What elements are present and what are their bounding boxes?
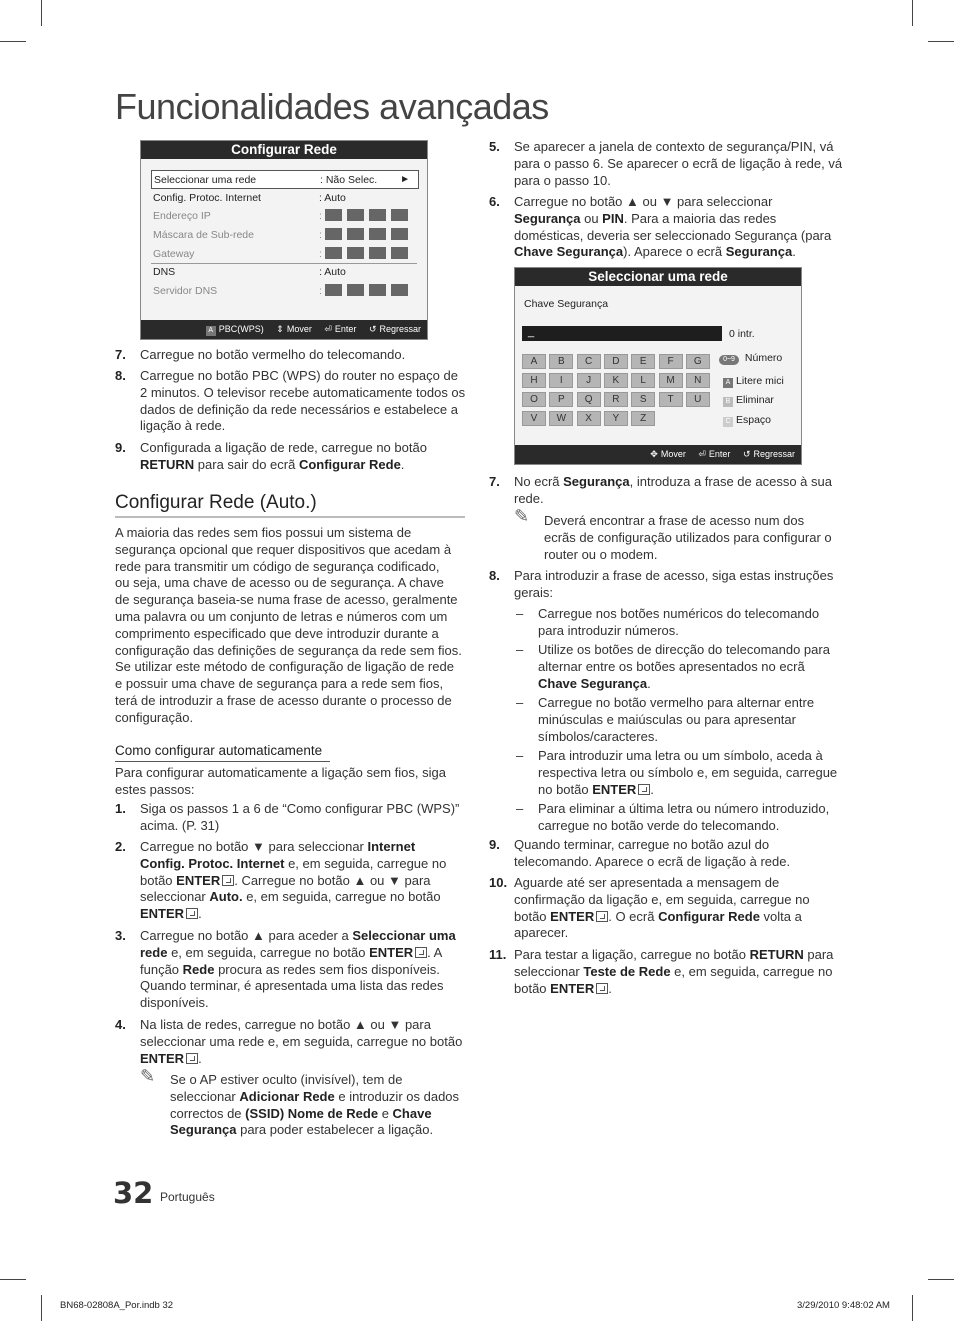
- step-text: No ecrã Segurança, introduza a frase de acesso à sua rede.: [514, 474, 832, 506]
- seleccionar-rede-screen: [514, 267, 802, 465]
- step-text: Na lista de redes, carregue no botão ▲ ou ▼ para seleccionar uma rede e, em seguida, carregue no botão ENTER .: [140, 1017, 463, 1066]
- passphrase-input[interactable]: _: [522, 326, 722, 341]
- step-text: Carregue no botão ▲ ou ▼ para seleccionar Segurança ou PIN. Para a maioria das redes domésticas, deveria ser seleccionado Segurança (para Chave Segurança). Aparece o ecrã Segurança.: [514, 194, 832, 260]
- key-w[interactable]: W: [549, 411, 573, 426]
- screen-footer: [515, 445, 801, 464]
- crop-mark: [912, 0, 913, 26]
- heading-rule: [115, 516, 465, 518]
- step-text: Para testar a ligação, carregue no botão RETURN para seleccionar Teste de Rede e, em seguida, carregue no botão ENTER .: [514, 947, 834, 996]
- row-label: Endereço IP: [153, 210, 211, 222]
- row-value: : Auto: [319, 266, 346, 278]
- page-title: Funcionalidades avançadas: [115, 86, 549, 127]
- bullet-dash: –: [516, 748, 524, 763]
- field-label: Chave Segurança: [524, 298, 609, 310]
- enter-icon: ⏎: [324, 324, 332, 334]
- key-j[interactable]: J: [577, 373, 601, 388]
- enter-key-icon: [186, 1053, 198, 1064]
- bullet-dash: –: [516, 642, 524, 657]
- enter-key-icon: [596, 911, 608, 922]
- key-s[interactable]: S: [631, 392, 655, 407]
- crop-mark: [928, 41, 954, 42]
- step-number: 3.: [115, 928, 126, 943]
- key-t[interactable]: T: [659, 392, 683, 407]
- back-label: Regressar: [753, 449, 795, 459]
- menu-row: [151, 226, 417, 244]
- file-info: BN68-02808A_Por.indb 32: [60, 1300, 174, 1311]
- menu-row: [151, 207, 417, 225]
- move-icon: ⇕: [276, 324, 284, 334]
- bullet-text: Utilize os botões de direcção do telecomando para alternar entre os botões apresentados no ecrã Chave Segurança.: [538, 642, 830, 691]
- intro-paragraph: A maioria das redes sem fios possui um sistema de segurança opcional que requer dispositivos que acedam à rede para transmitir um código de segurança codificado, ou seja, uma chave de acesso ou de segurança. A chave de segurança baseia-se numa frase de acesso, geralmente uma palavra ou um conjunto de letras e números com um comprimento especificado que deve introduzir durante a configuração das definições de segurança da rede sem fios. Se utilizar este método de configuração de ligação de rede e possuir uma chave de segurança para a rede sem fios, terá de introduzir a frase de acesso durante o processo de configuração.: [115, 525, 462, 725]
- key-y[interactable]: Y: [604, 411, 628, 426]
- green-button-icon: B: [723, 397, 733, 407]
- enter-icon: ⏎: [698, 449, 706, 459]
- crop-mark: [0, 1279, 26, 1280]
- row-label: Seleccionar uma rede: [154, 174, 257, 186]
- key-v[interactable]: V: [522, 411, 546, 426]
- legend-space: C Espaço: [723, 414, 771, 427]
- key-k[interactable]: K: [604, 373, 628, 388]
- step-number: 9.: [115, 440, 126, 455]
- key-o[interactable]: O: [522, 392, 546, 407]
- step-number: 6.: [489, 194, 500, 209]
- step-number: 1.: [115, 801, 126, 816]
- menu-row[interactable]: [151, 263, 417, 281]
- menu-row[interactable]: [151, 170, 419, 189]
- step-number: 4.: [115, 1017, 126, 1032]
- key-u[interactable]: U: [686, 392, 710, 407]
- step-number: 7.: [115, 347, 126, 362]
- key-x[interactable]: X: [577, 411, 601, 426]
- key-g[interactable]: G: [686, 354, 710, 369]
- crop-mark: [41, 1295, 42, 1321]
- language-label: Português: [160, 1190, 215, 1204]
- step-text: Aguarde até ser apresentada a mensagem de confirmação da ligação e, em seguida, carregue no botão ENTER . O ecrã Configurar Rede volta a aparecer.: [514, 875, 810, 941]
- return-icon: ↺: [368, 324, 377, 334]
- section-heading: Configurar Rede (Auto.): [115, 492, 317, 513]
- row-label: Config. Protoc. Internet: [153, 192, 261, 204]
- step-number: 7.: [489, 474, 500, 489]
- bullet-dash: –: [516, 695, 524, 710]
- bullet-text: Para introduzir uma letra ou um símbolo, aceda à respectiva letra ou símbolo e, em seguida, carregue no botão ENTER .: [538, 748, 838, 797]
- key-r[interactable]: R: [604, 392, 628, 407]
- step-number: 9.: [489, 837, 500, 852]
- key-q[interactable]: Q: [577, 392, 601, 407]
- key-p[interactable]: P: [549, 392, 573, 407]
- subheading: Como configurar automaticamente: [115, 743, 323, 758]
- row-value: :: [319, 207, 413, 225]
- red-button-icon: A: [723, 378, 733, 388]
- key-i[interactable]: I: [549, 373, 573, 388]
- sub-intro: Para configurar automaticamente a ligação sem fios, siga estes passos:: [115, 765, 446, 797]
- bullet-text: Carregue nos botões numéricos do telecomando para introduzir números.: [538, 606, 820, 638]
- back-label: Regressar: [379, 324, 421, 334]
- step-text: Se aparecer a janela de contexto de segurança/PIN, vá para o passo 6. Se aparecer o ecrã de ligação à rede, vá para o passo 10.: [514, 139, 843, 188]
- enter-key-icon: [596, 983, 608, 994]
- step-text: Configurada a ligação de rede, carregue no botão RETURN para sair do ecrã Configurar Rede.: [140, 440, 427, 472]
- screen-title: Seleccionar uma rede: [515, 268, 801, 286]
- bullet-text: Para eliminar a última letra ou número introduzido, carregue no botão verde do telecomando.: [538, 801, 830, 833]
- key-l[interactable]: L: [631, 373, 655, 388]
- step-number: 8.: [115, 368, 126, 383]
- step-text: Carregue no botão PBC (WPS) do router no espaço de 2 minutos. O televisor recebe automaticamente todos os dados de definição da rede necessários e estabelece a ligação à rede.: [140, 368, 466, 434]
- menu-row: [151, 282, 417, 300]
- key-b[interactable]: B: [549, 354, 573, 369]
- enter-label: Enter: [334, 324, 357, 334]
- bullet-dash: –: [516, 801, 524, 816]
- step-number: 2.: [115, 839, 126, 854]
- note-text: Deverá encontrar a frase de acesso num dos ecrãs de configuração utilizados para configurar o router ou o modem.: [544, 513, 832, 562]
- subheading-rule: [115, 761, 330, 762]
- key-h[interactable]: H: [522, 373, 546, 388]
- key-d[interactable]: D: [604, 354, 628, 369]
- row-label: Gateway: [153, 248, 195, 260]
- key-z[interactable]: Z: [631, 411, 655, 426]
- step-number: 10.: [489, 875, 508, 890]
- legend-delete: B Eliminar: [723, 394, 774, 407]
- legend-number: 0~9 Número: [719, 352, 782, 365]
- crop-mark: [41, 0, 42, 26]
- step-text: Carregue no botão ▼ para seleccionar Internet Config. Protoc. Internet e, em seguida, carregue no botão ENTER . Carregue no botão ▲ ou ▼ para seleccionar Auto. e, em seguida, carregue no botão ENTER .: [140, 839, 447, 922]
- key-a[interactable]: A: [522, 354, 546, 369]
- page-number: 32: [113, 1176, 154, 1210]
- pencil-note-icon: ✎: [140, 1066, 156, 1086]
- key-n[interactable]: N: [686, 373, 710, 388]
- step-text: Siga os passos 1 a 6 de “Como configurar PBC (WPS)” acima. (P. 31): [140, 801, 460, 833]
- row-value: : Auto: [319, 192, 346, 204]
- arrow-right-icon: ►: [400, 174, 410, 185]
- key-f[interactable]: F: [659, 354, 683, 369]
- configurar-rede-screen: [140, 140, 428, 340]
- enter-key-icon: [222, 875, 234, 886]
- row-label: DNS: [153, 266, 176, 278]
- move-icon: ✥: [650, 449, 658, 459]
- date-info: 3/29/2010 9:48:02 AM: [797, 1300, 890, 1311]
- step-text: Carregue no botão ▲ para aceder a Seleccionar uma rede e, em seguida, carregue no botão ENTER . A função Rede procura as redes sem fios disponíveis. Quando terminar, é apresentada uma lista das redes disponíveis.: [140, 928, 456, 1011]
- step-number: 11.: [489, 947, 507, 962]
- return-icon: ↺: [742, 449, 751, 459]
- red-button-icon: A: [206, 326, 216, 336]
- char-count: 0 intr.: [729, 328, 755, 340]
- crop-mark: [928, 1279, 954, 1280]
- move-label: Mover: [660, 449, 686, 459]
- enter-key-icon: [638, 784, 650, 795]
- crop-mark: [912, 1295, 913, 1321]
- move-label: Mover: [286, 324, 312, 334]
- row-value: :: [319, 282, 413, 300]
- step-number: 8.: [489, 568, 500, 583]
- step-text: Quando terminar, carregue no botão azul do telecomando. Aparece o ecrã de ligação à rede.: [514, 837, 791, 869]
- enter-label: Enter: [708, 449, 731, 459]
- pencil-note-icon: ✎: [514, 506, 530, 526]
- pbc-label: PBC(WPS): [218, 324, 264, 334]
- step-number: 5.: [489, 139, 500, 154]
- enter-key-icon: [415, 947, 427, 958]
- crop-mark: [0, 41, 26, 42]
- key-c[interactable]: C: [577, 354, 601, 369]
- row-value: :: [319, 245, 413, 263]
- row-label: Servidor DNS: [153, 285, 218, 297]
- key-e[interactable]: E: [631, 354, 655, 369]
- step-text: Para introduzir a frase de acesso, siga estas instruções gerais:: [514, 568, 834, 600]
- step-text: Carregue no botão vermelho do telecomando.: [140, 347, 406, 362]
- bullet-dash: –: [516, 606, 524, 621]
- yellow-button-icon: C: [723, 417, 733, 427]
- bullet-text: Carregue no botão vermelho para alternar entre minúsculas e maiúsculas ou para apresentar símbolos/caracteres.: [538, 695, 815, 744]
- row-label: Máscara de Sub-rede: [153, 229, 254, 241]
- row-value: : Não Selec.: [320, 174, 378, 186]
- legend-lowercase: A Litere mici: [723, 375, 784, 388]
- row-value: :: [319, 226, 413, 244]
- number-key-icon: 0~9: [719, 355, 739, 365]
- note-text: Se o AP estiver oculto (invisível), tem de seleccionar Adicionar Rede e introduzir os dados correctos de (SSID) Nome de Rede e Chave Segurança para poder estabelecer a ligação.: [170, 1072, 460, 1138]
- screen-footer: [141, 320, 427, 339]
- screen-title: Configurar Rede: [141, 141, 427, 159]
- menu-row: [151, 245, 417, 264]
- menu-row[interactable]: [151, 189, 417, 207]
- enter-key-icon: [186, 908, 198, 919]
- key-m[interactable]: M: [659, 373, 683, 388]
